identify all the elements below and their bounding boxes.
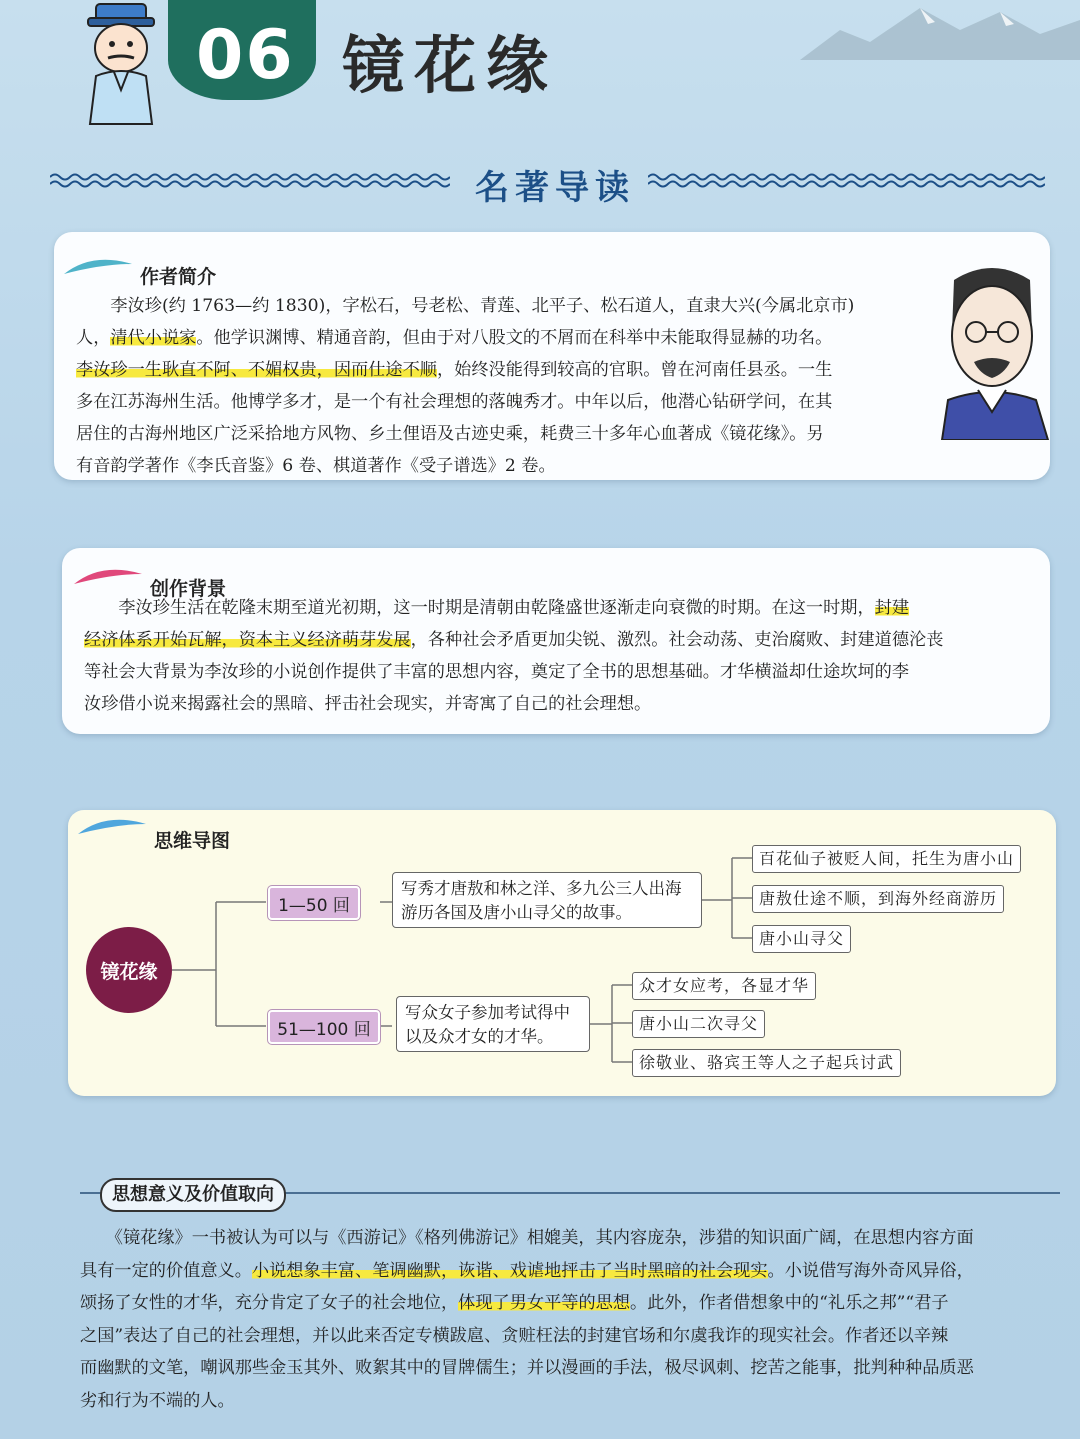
swoosh-icon <box>76 816 148 838</box>
text-line <box>76 418 932 450</box>
text-span: 颂扬了女性的才华，充分肯定了女子的社会地位， <box>80 1293 459 1313</box>
text-span: 李汝珍(约 1763—约 1830)，字松石，号老松、青莲、北平子、松石道人，直隶大兴(今属北京市) <box>76 296 855 316</box>
leaf-node: 唐敖仕途不顺，到海外经商游历 <box>752 885 1004 913</box>
text-span: 。小说借写海外奇风异俗， <box>767 1260 974 1281</box>
text-line <box>76 290 932 322</box>
meaning-paragraph <box>80 1222 1060 1417</box>
text-span: 具有一定的价值意义。 <box>80 1260 252 1281</box>
branch-range-2: 51—100 回 <box>268 1010 380 1044</box>
text-span: ，始终没能得到较高的官职。曾在河南任县丞。一生 <box>436 360 833 380</box>
text-line <box>80 1255 1060 1288</box>
text-line <box>80 1320 1060 1353</box>
section-title: 名著导读 <box>475 168 635 208</box>
leaf-node: 百花仙子被贬人间，托生为唐小山 <box>752 845 1021 873</box>
background-paragraph <box>84 592 1040 720</box>
text-span: 《镜花缘》一书被认为可以与《西游记》《格列佛游记》相媲美，其内容庞杂，涉猎的知识面广阔，在思想内容方面 <box>80 1228 974 1248</box>
mountain-illustration <box>800 0 1080 60</box>
swoosh-icon <box>72 566 144 588</box>
text-span: 之国”表达了自己的社会理想，并以此来否定专横跋扈、贪赃枉法的封建官场和尔虞我诈的现实社会。作者还以辛辣 <box>80 1325 949 1346</box>
highlighted-text: 清代小说家 <box>110 328 197 348</box>
branch-summary-2: 写众女子参加考试得中以及众才女的才华。 <box>396 996 590 1052</box>
text-line <box>76 450 932 482</box>
section-banner <box>50 158 1045 208</box>
chapter-number: 06 <box>196 16 295 95</box>
text-line <box>80 1385 1060 1418</box>
book-title: 镜花缘 <box>342 29 559 102</box>
text-line <box>80 1352 1060 1385</box>
text-span: 而幽默的文笔，嘲讽那些金玉其外、败絮其中的冒牌儒生；并以漫画的手法，极尽讽刺、挖苦之能事，批判种种品质恶 <box>80 1358 974 1378</box>
wave-ornament-left <box>50 172 450 188</box>
text-line <box>84 592 1040 624</box>
leaf-node: 唐小山二次寻父 <box>632 1010 765 1038</box>
text-line <box>84 656 1040 688</box>
text-span: 李汝珍生活在乾隆末期至道光初期，这一时期是清朝由乾隆盛世逐渐走向衰微的时期。在这一时期， <box>84 598 875 618</box>
scholar-mascot-icon <box>78 0 164 130</box>
text-line <box>76 322 932 354</box>
swoosh-icon <box>62 256 134 278</box>
author-heading: 作者简介 <box>140 266 217 288</box>
author-portrait-icon <box>934 262 1050 440</box>
leaf-node: 唐小山寻父 <box>752 925 851 953</box>
text-span: 劣和行为不端的人。 <box>80 1390 235 1411</box>
meaning-heading: 思想意义及价值取向 <box>100 1178 286 1212</box>
text-line <box>80 1222 1060 1255</box>
text-span: 等社会大背景为李汝珍的小说创作提供了丰富的思想内容，奠定了全书的思想基础。才华横溢却仕途坎坷的李 <box>84 662 910 682</box>
highlighted-text: 封建 <box>874 598 910 618</box>
highlighted-text: 体现了男女平等的思想 <box>458 1293 631 1313</box>
branch-range-1: 1—50 回 <box>268 886 360 920</box>
text-span: 汝珍借小说来揭露社会的黑暗、抨击社会现实，并寄寓了自己的社会理想。 <box>84 694 652 714</box>
mindmap-root-node: 镜花缘 <box>86 927 172 1013</box>
text-span: 居住的古海州地区广泛采拾地方风物、乡土俚语及古迹史乘，耗费三十多年心血著成《镜花缘》。另 <box>76 424 824 444</box>
text-span: 有音韵学著作《李氏音鉴》6 卷、棋道著作《受子谱选》2 卷。 <box>76 456 556 476</box>
text-line <box>84 688 1040 720</box>
text-span: 。他学识渊博、精通音韵，但由于对八股文的不屑而在科举中未能取得显赫的功名。 <box>196 328 833 348</box>
text-span: 多在江苏海州生活。他博学多才，是一个有社会理想的落魄秀才。中年以后，他潜心钻研学问，在其 <box>76 392 833 412</box>
highlighted-text: 李汝珍一生耿直不阿、不媚权贵，因而仕途不顺 <box>76 360 437 380</box>
branch-summary-1: 写秀才唐敖和林之洋、多九公三人出海游历各国及唐小山寻父的故事。 <box>392 872 702 928</box>
highlighted-text: 小说想象丰富、笔调幽默，诙谐、戏谑地抨击了当时黑暗的社会现实 <box>251 1260 768 1281</box>
text-span: 。此外，作者借想象中的“礼乐之邦”“君子 <box>630 1293 949 1313</box>
author-paragraph <box>76 290 932 482</box>
text-line <box>76 386 932 418</box>
leaf-node: 徐敬业、骆宾王等人之子起兵讨武 <box>632 1049 901 1077</box>
background-heading: 创作背景 <box>150 578 227 600</box>
mindmap-heading: 思维导图 <box>154 830 231 852</box>
highlighted-text: 经济体系开始瓦解，资本主义经济萌芽发展 <box>84 630 411 650</box>
text-span: ，各种社会矛盾更加尖锐、激烈。社会动荡、吏治腐败、封建道德沦丧 <box>410 630 944 650</box>
text-line <box>76 354 932 386</box>
leaf-node: 众才女应考，各显才华 <box>632 972 816 1000</box>
text-span: 人， <box>76 328 111 348</box>
text-line <box>84 624 1040 656</box>
wave-ornament-right <box>648 172 1045 188</box>
text-line <box>80 1287 1060 1320</box>
